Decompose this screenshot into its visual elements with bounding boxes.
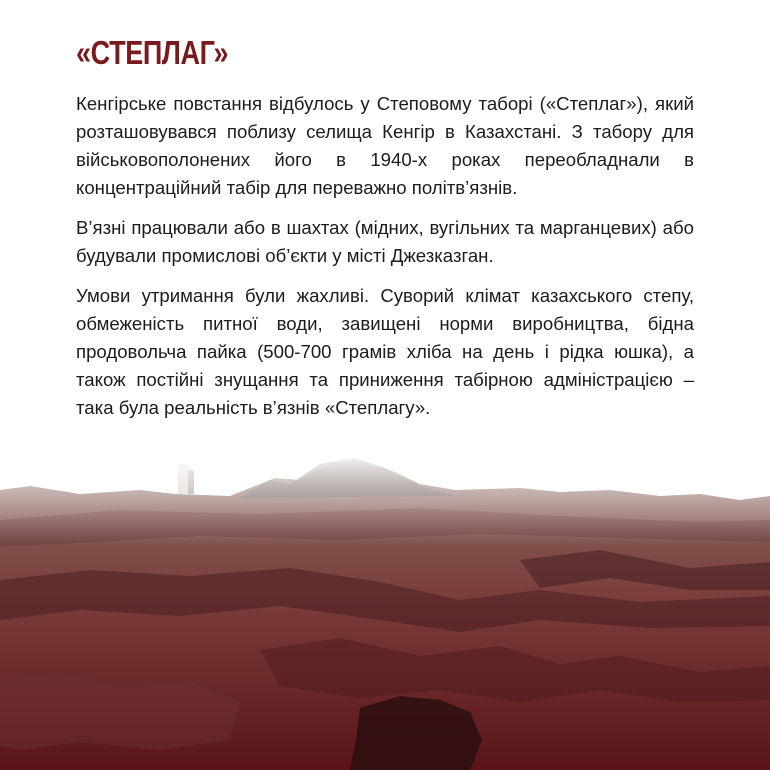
paragraph-2: В’язні працювали або в шахтах (мідних, вугільних та марганцевих) або будували промислові об’єкти у місті Джезказган. — [76, 217, 694, 266]
body-text — [76, 90, 694, 434]
paragraph-3: Умови утримання були жахливі. Суворий клімат казахського степу, обмеженість питної води, завищені норми виробництва, бідна продовольча пайка (500-700 грамів хліба на день і рідка юшка), а також постійні знущання та приниження табірною адміністрацією – така була реальність в’язнів «Степлагу». — [76, 285, 694, 418]
page-title: «СТЕПЛАГ» — [76, 34, 229, 71]
quarry-photo — [0, 450, 770, 770]
paragraph-1: Кенгірське повстання відбулось у Степовому таборі («Степлаг»), який розташовувався поблизу селища Кенгір в Казахстані. З табору для військовополонених його в 1940-х роках переобладнали в концентраційний табір для переважно політв’язнів. — [76, 93, 694, 198]
